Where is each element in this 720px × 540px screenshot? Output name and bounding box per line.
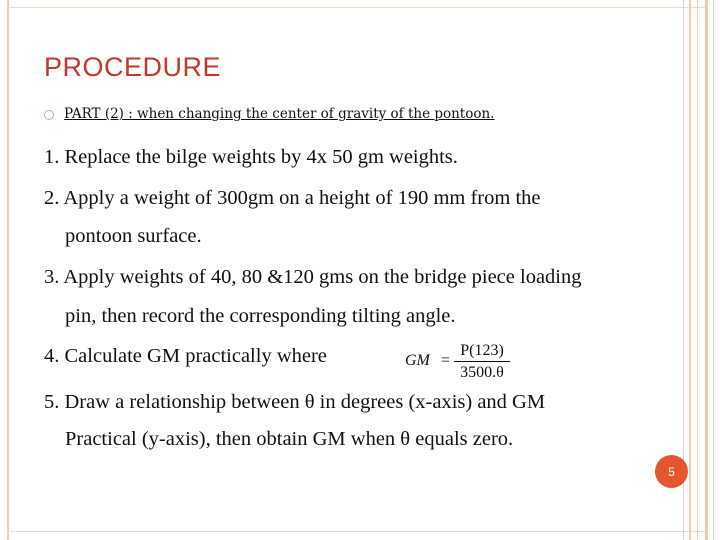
frame-line-right bbox=[713, 0, 714, 540]
frame-line-right bbox=[705, 0, 708, 540]
formula-equals: = bbox=[441, 352, 451, 369]
step-4: 4. Calculate GM practically where bbox=[44, 345, 327, 367]
step-5-line-2: Practical (y-axis), then obtain GM when θ equals zero. bbox=[65, 428, 514, 450]
step-3-line-2: pin, then record the corresponding tilting angle. bbox=[65, 305, 456, 327]
frame-line-right bbox=[697, 0, 698, 540]
frame-line-bottom bbox=[7, 531, 707, 532]
slide-title: PROCEDURE bbox=[44, 52, 222, 82]
step-2-line-1: 2. Apply a weight of 300gm on a height of 190 mm from the bbox=[44, 187, 541, 209]
part-heading: PART (2) : when changing the center of gravity of the pontoon. bbox=[64, 106, 495, 122]
bullet-circle-icon bbox=[44, 110, 54, 120]
formula-denominator: 3500.θ bbox=[460, 364, 504, 381]
step-1: 1. Replace the bilge weights by 4x 50 gm weights. bbox=[44, 146, 458, 168]
step-5-line-1: 5. Draw a relationship between θ in degrees (x-axis) and GM bbox=[44, 391, 546, 413]
page-number-badge: 5 bbox=[655, 455, 688, 488]
step-2-line-2: pontoon surface. bbox=[65, 225, 202, 247]
frame-line-right bbox=[689, 0, 691, 540]
formula-numerator: P(123) bbox=[460, 342, 504, 359]
frame-line-left bbox=[7, 0, 9, 540]
step-3-line-1: 3. Apply weights of 40, 80 &120 gms on the bridge piece loading bbox=[44, 266, 582, 288]
frame-line-top bbox=[7, 7, 707, 8]
fraction-bar bbox=[454, 361, 510, 362]
formula-lhs: GM bbox=[405, 352, 430, 369]
